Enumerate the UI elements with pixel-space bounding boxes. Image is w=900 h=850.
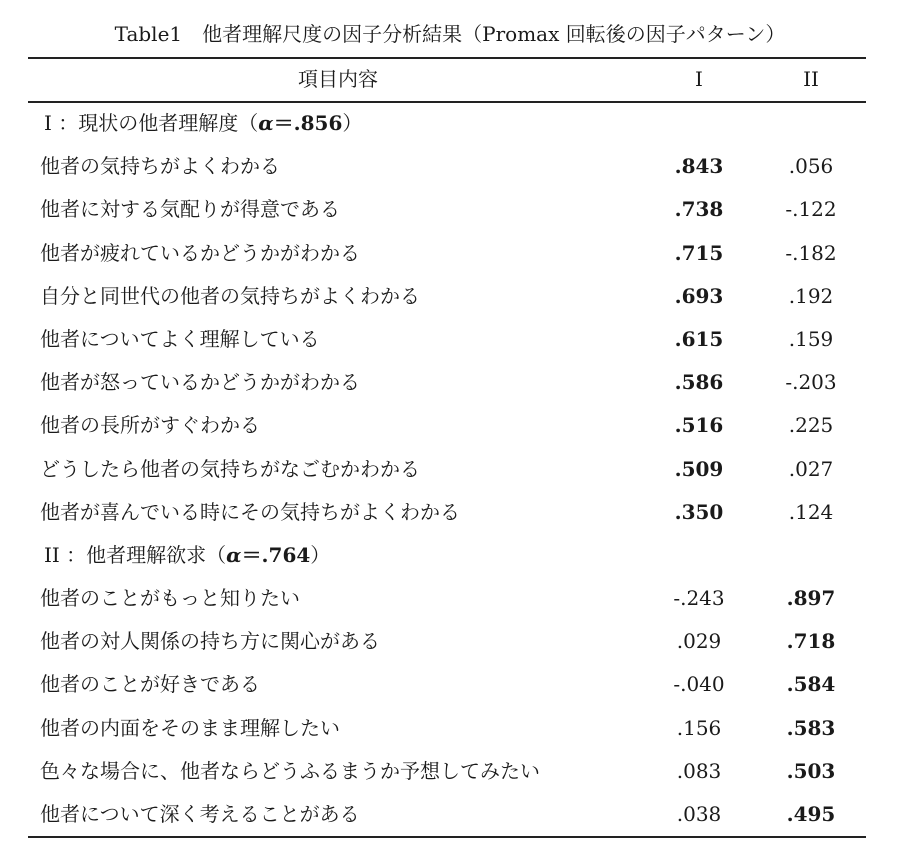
section-title-prefix: II ：他者理解欲求（ <box>44 542 227 567</box>
table-body <box>0 102 900 836</box>
loading-factor-2: .583 <box>786 715 836 740</box>
item-label: 他者のことが好きである <box>40 672 260 697</box>
item-label: 自分と同世代の他者の気持ちがよくわかる <box>40 283 420 308</box>
loading-factor-2: .718 <box>786 629 836 654</box>
header-item-content: 項目内容 <box>298 67 378 91</box>
loading-factor-1: -.243 <box>673 586 725 611</box>
item-label: 他者に対する気配りが得意である <box>40 197 340 222</box>
loading-factor-1: .350 <box>674 499 724 524</box>
table-row <box>0 448 900 491</box>
loading-factor-2: .897 <box>786 586 836 611</box>
loading-factor-1: .738 <box>674 197 724 222</box>
table-row <box>0 793 900 836</box>
section-title-suffix: ） <box>310 542 331 567</box>
table-row <box>0 188 900 231</box>
loading-factor-2: .225 <box>788 413 834 438</box>
item-label: どうしたら他者の気持ちがなごむかわかる <box>40 456 420 481</box>
section-header <box>0 534 900 577</box>
section-alpha <box>258 111 342 135</box>
item-label: 他者が疲れているかどうかがわかる <box>40 240 360 265</box>
loading-factor-2: -.182 <box>785 240 837 265</box>
item-label: 他者が喜んでいる時にその気持ちがよくわかる <box>40 499 460 524</box>
item-label: 他者について深く考えることがある <box>40 802 360 826</box>
section-title <box>44 102 362 145</box>
table-caption: Table1 他者理解尺度の因子分析結果（Promax 回転後の因子パターン） <box>114 22 786 46</box>
alpha-value: ＝.856 <box>273 111 343 135</box>
table-row <box>0 404 900 447</box>
loading-factor-1: .615 <box>674 326 724 351</box>
loading-factor-2: .495 <box>786 802 836 826</box>
table-row <box>0 232 900 275</box>
section-title-suffix: ） <box>342 111 363 135</box>
item-label: 他者が怒っているかどうかがわかる <box>40 370 360 395</box>
loading-factor-2: .192 <box>788 283 834 308</box>
loading-factor-2: .124 <box>788 499 834 524</box>
loading-factor-1: -.040 <box>673 672 725 697</box>
table-row <box>0 577 900 620</box>
loading-factor-2: -.203 <box>785 370 837 395</box>
table-row <box>0 707 900 750</box>
item-label: 他者の気持ちがよくわかる <box>40 154 280 179</box>
section-title <box>44 534 330 577</box>
table-row <box>0 318 900 361</box>
loading-factor-1: .516 <box>674 413 724 438</box>
table-row <box>0 620 900 663</box>
table-row <box>0 491 900 534</box>
loading-factor-2: .159 <box>788 326 834 351</box>
alpha-symbol: α <box>258 111 274 135</box>
loading-factor-1: .509 <box>674 456 724 481</box>
item-label: 他者についてよく理解している <box>40 326 320 351</box>
item-label: 色々な場合に、他者ならどうふるまうか予想してみたい <box>40 758 540 783</box>
loading-factor-1: .843 <box>674 154 724 179</box>
item-label: 他者の内面をそのまま理解したい <box>40 715 340 740</box>
loading-factor-1: .083 <box>676 758 722 783</box>
loading-factor-2: .503 <box>786 758 836 783</box>
loading-factor-1: .038 <box>676 802 722 826</box>
table-row <box>0 750 900 793</box>
header-factor-1: I <box>695 67 703 91</box>
alpha-value: ＝.764 <box>241 542 311 567</box>
table-row <box>0 663 900 706</box>
section-title-prefix: I ：現状の他者理解度（ <box>44 111 259 135</box>
item-label: 他者の長所がすぐわかる <box>40 413 260 438</box>
loading-factor-1: .693 <box>674 283 724 308</box>
table-row <box>0 275 900 318</box>
loading-factor-1: .586 <box>674 370 724 395</box>
section-alpha <box>226 543 310 567</box>
loading-factor-1: .156 <box>676 715 722 740</box>
loading-factor-2: .056 <box>788 154 834 179</box>
bottom-rule <box>28 836 866 838</box>
section-header <box>0 102 900 145</box>
top-rule <box>28 57 866 59</box>
item-label: 他者の対人関係の持ち方に関心がある <box>40 629 380 654</box>
table-row <box>0 361 900 404</box>
loading-factor-2: -.122 <box>785 197 837 222</box>
alpha-symbol: α <box>226 542 242 567</box>
loading-factor-1: .715 <box>674 240 724 265</box>
table-row <box>0 145 900 188</box>
loading-factor-2: .027 <box>788 456 834 481</box>
loading-factor-1: .029 <box>676 629 722 654</box>
item-label: 他者のことがもっと知りたい <box>40 586 300 611</box>
header-factor-2: II <box>803 67 819 91</box>
loading-factor-2: .584 <box>786 672 836 697</box>
